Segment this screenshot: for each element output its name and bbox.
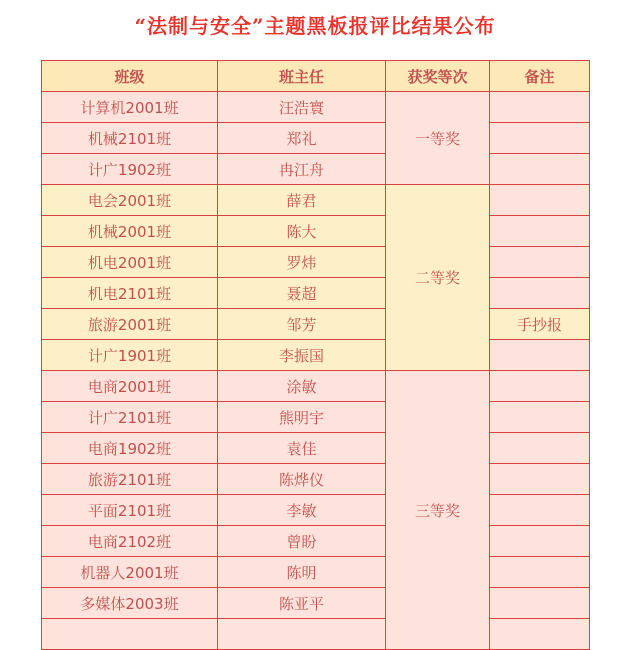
cell-teacher: 熊明宇 (218, 402, 386, 433)
cell-note (490, 340, 590, 371)
cell-note (490, 154, 590, 185)
table-row (42, 247, 590, 278)
cell-award-third: 三等奖 (386, 371, 490, 650)
table-row (42, 340, 590, 371)
cell-teacher: 聂超 (218, 278, 386, 309)
table-row (42, 185, 590, 216)
cell-class: 电商2102班 (42, 526, 218, 557)
cell-note (490, 433, 590, 464)
cell-note (490, 526, 590, 557)
cell-note-handwritten: 手抄报 (490, 309, 590, 340)
cell-teacher: 李敏 (218, 495, 386, 526)
table-row (42, 216, 590, 247)
cell-class: 平面2101班 (42, 495, 218, 526)
cell-note (490, 185, 590, 216)
cell-teacher: 陈烨仪 (218, 464, 386, 495)
cell-class: 计广1902班 (42, 154, 218, 185)
header-teacher: 班主任 (218, 61, 386, 92)
table-row (42, 309, 590, 340)
table-row (42, 402, 590, 433)
cell-class: 机器人2001班 (42, 557, 218, 588)
table-row (42, 464, 590, 495)
cell-note (490, 92, 590, 123)
table-row (42, 495, 590, 526)
cell-class: 机械2101班 (42, 123, 218, 154)
cell-class: 计广1901班 (42, 340, 218, 371)
cell-note (490, 216, 590, 247)
cell-note (490, 123, 590, 154)
table-row (42, 278, 590, 309)
cell-teacher: 郑礼 (218, 123, 386, 154)
cell-teacher: 薛君 (218, 185, 386, 216)
cell-class: 电商2001班 (42, 371, 218, 402)
table-row (42, 371, 590, 402)
cell-note (490, 371, 590, 402)
header-class: 班级 (42, 61, 218, 92)
table-row (42, 526, 590, 557)
cell-teacher: 汪浩寰 (218, 92, 386, 123)
header-award: 获奖等次 (386, 61, 490, 92)
cell-class: 电商1902班 (42, 433, 218, 464)
page-title: “法制与安全”主题黑板报评比结果公布 (134, 14, 496, 38)
cell-note (490, 402, 590, 433)
cell-note (490, 557, 590, 588)
cell-award-second: 二等奖 (386, 185, 490, 371)
cell-class: 机械2001班 (42, 216, 218, 247)
cell-teacher: 冉江舟 (218, 154, 386, 185)
table-row (42, 123, 590, 154)
cell-award-first: 一等奖 (386, 92, 490, 185)
cell-note (490, 588, 590, 619)
table-row (42, 619, 590, 650)
table-row (42, 557, 590, 588)
cell-class (42, 619, 218, 650)
cell-teacher: 邹芳 (218, 309, 386, 340)
cell-teacher: 李振国 (218, 340, 386, 371)
cell-note (490, 619, 590, 650)
cell-note (490, 464, 590, 495)
cell-class: 机电2101班 (42, 278, 218, 309)
cell-class: 电会2001班 (42, 185, 218, 216)
cell-teacher: 陈亚平 (218, 588, 386, 619)
cell-teacher: 陈明 (218, 557, 386, 588)
table-row (42, 433, 590, 464)
table-row (42, 92, 590, 123)
cell-teacher: 袁佳 (218, 433, 386, 464)
cell-teacher: 罗炜 (218, 247, 386, 278)
table-header-row (42, 61, 590, 92)
cell-class: 计广2101班 (42, 402, 218, 433)
table-row (42, 154, 590, 185)
cell-note (490, 495, 590, 526)
cell-teacher: 曾盼 (218, 526, 386, 557)
results-table-wrapper (41, 60, 590, 650)
cell-class: 旅游2001班 (42, 309, 218, 340)
cell-teacher: 涂敏 (218, 371, 386, 402)
cell-teacher (218, 619, 386, 650)
cell-teacher: 陈大 (218, 216, 386, 247)
cell-note (490, 278, 590, 309)
cell-class: 计算机2001班 (42, 92, 218, 123)
cell-class: 机电2001班 (42, 247, 218, 278)
cell-class: 旅游2101班 (42, 464, 218, 495)
header-note: 备注 (490, 61, 590, 92)
results-table (41, 60, 590, 650)
cell-class: 多媒体2003班 (42, 588, 218, 619)
table-row (42, 588, 590, 619)
cell-note (490, 247, 590, 278)
